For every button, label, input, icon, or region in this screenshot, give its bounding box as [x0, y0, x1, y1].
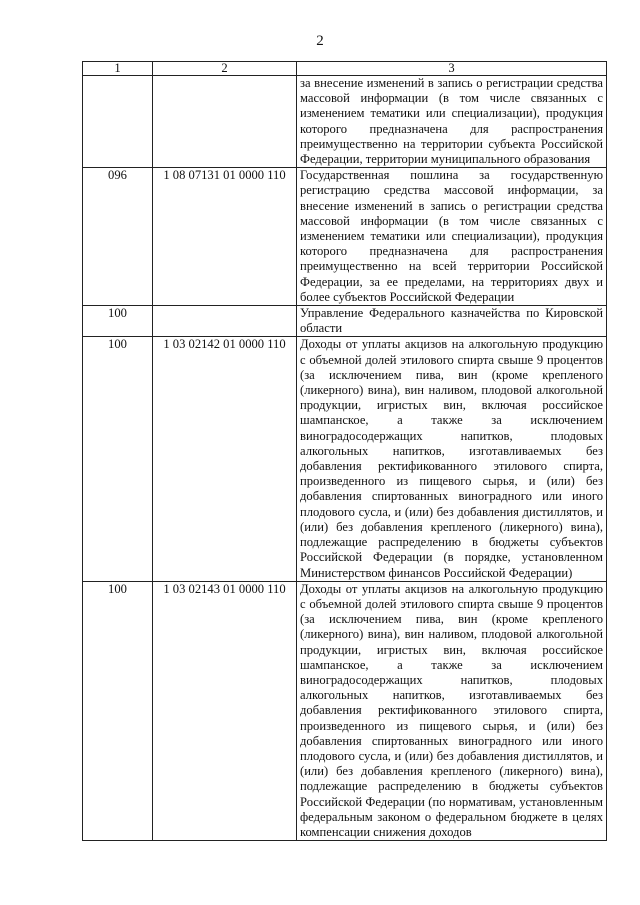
admin-code-cell	[83, 76, 153, 168]
admin-code-cell: 100	[83, 337, 153, 581]
description-cell: Доходы от уплаты акцизов на алкогольную продукцию с объемной долей этилового спирта свыше 9 процентов (за исключением пива, вин (кроме крепленого (ликерного) вина), вин наливом, плодовой алкогольной продукции, игристых вин, включая российское шампанское, а также за исключением виноградосодержащих напитков, плодовых алкогольных напитков, изготавливаемых без добавления ректификованного этилового спирта, произведенного из пищевого сырья, и (или) без добавления спиртованных виноградного или иного плодового сусла, и (или) без добавления дистиллятов, и (или) без добавления крепленого (ликерного) вина), подлежащие распределению в бюджеты субъектов Российской Федерации (по нормативам, установленным федеральным законом о федеральном бюджете в целях компенсации снижения доходов	[297, 581, 607, 840]
description-cell: за внесение изменений в запись о регистрации средства массовой информации (в том числе связанных с изменением тематики или специализации), продукция которого предназначена для распространения преимущественно на территории субъекта Российской Федерации, территории муниципального образования	[297, 76, 607, 168]
description-cell: Государственная пошлина за государственную регистрацию средства массовой информации, за внесение изменений в запись о регистрации средства массовой информации (в том числе связанных с изменением тематики или специализации), продукция которого предназначена для распространения преимущественно на всей территории Российской Федерации, за ее пределами, на территориях двух и более субъектов Российской Федерации	[297, 168, 607, 306]
admin-code-cell: 100	[83, 581, 153, 840]
column-header-2: 2	[153, 62, 297, 76]
kbk-code-cell: 1 08 07131 01 0000 110	[153, 168, 297, 306]
column-header-1: 1	[83, 62, 153, 76]
description-cell: Доходы от уплаты акцизов на алкогольную продукцию с объемной долей этилового спирта свыше 9 процентов (за исключением пива, вин (кроме крепленого (ликерного) вина), вин наливом, плодовой алкогольной продукции, игристых вин, включая российское шампанское, а также за исключением виноградосодержащих напитков, плодовых алкогольных напитков, изготавливаемых без добавления ректификованного этилового спирта, произведенного из пищевого сырья, и (или) без добавления спиртованных виноградного или иного плодового сусла, и (или) без добавления дистиллятов, и (или) без добавления крепленого (ликерного) вина), подлежащие распределению в бюджеты субъектов Российской Федерации (в порядке, установленном Министерством финансов Российской Федерации)	[297, 337, 607, 581]
description-cell: Управление Федерального казначейства по Кировской области	[297, 306, 607, 337]
table-row	[83, 306, 607, 337]
kbk-code-cell	[153, 306, 297, 337]
revenue-code-table	[82, 61, 607, 841]
kbk-code-cell	[153, 76, 297, 168]
admin-code-cell: 096	[83, 168, 153, 306]
column-header-3: 3	[297, 62, 607, 76]
table-row	[83, 581, 607, 840]
kbk-code-cell: 1 03 02142 01 0000 110	[153, 337, 297, 581]
table-row	[83, 168, 607, 306]
kbk-code-cell: 1 03 02143 01 0000 110	[153, 581, 297, 840]
admin-code-cell: 100	[83, 306, 153, 337]
table-header-row	[83, 62, 607, 76]
table-row	[83, 337, 607, 581]
table-row	[83, 76, 607, 168]
page-number: 2	[316, 33, 324, 49]
